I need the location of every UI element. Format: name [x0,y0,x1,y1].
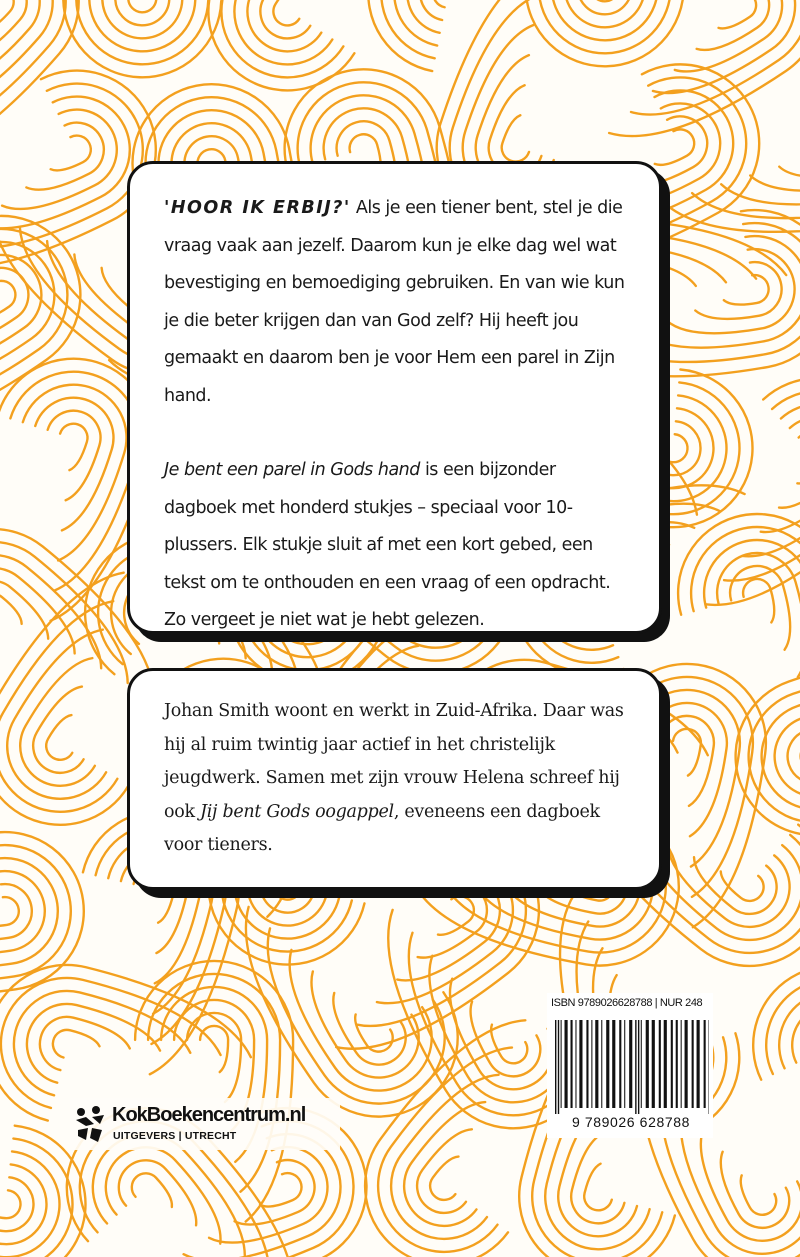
barcode-bar [575,1020,576,1108]
barcode-bar [704,1020,706,1108]
barcode-bar [606,1020,609,1108]
barcode-bar [692,1020,694,1108]
barcode-bars [553,1020,709,1114]
other-book-title: Jij bent Gods oogappel [200,801,394,822]
barcode-bar [579,1020,582,1108]
barcode-bar [676,1020,678,1108]
barcode-bar [619,1020,621,1108]
barcode-bar [638,1020,639,1114]
summary-paragraph-1 [164,190,629,415]
barcode-bar [561,1020,562,1108]
author-card [127,668,662,890]
barcode-bar [629,1020,632,1108]
swirl-motif [61,0,228,80]
author-bio [164,695,629,863]
barcode-bar [671,1020,673,1108]
book-title: Je bent een parel in Gods hand [164,460,420,480]
barcode-bar [595,1020,598,1108]
barcode-digits: 9 789026 628788 [572,1114,690,1130]
barcode-bar [555,1020,556,1114]
barcode-bar [565,1020,568,1108]
publisher-subtitle: UITGEVERS | UTRECHT [113,1130,237,1142]
isbn-line: ISBN 9789026628788 | NUR 248 [551,997,703,1009]
barcode-bar [697,1020,700,1108]
barcode-bar [571,1020,573,1108]
barcode-bar [558,1020,559,1114]
barcode-bar [635,1020,636,1114]
kok-logo-icon [72,1104,108,1146]
barcode-bar [591,1020,592,1108]
publisher-name: KokBoekencentrum.nl [112,1104,306,1126]
barcode-block [547,993,713,1138]
barcode-bar [646,1020,649,1108]
author-bio-text-2: , eveneens een dagboek voor tieners. [164,801,600,855]
barcode-bar [612,1020,615,1108]
swirl-motif [523,0,686,68]
barcode-bar [652,1020,655,1108]
summary-card [127,161,662,634]
author-bio-text-1: Johan Smith woont en werkt in Zuid-Afrika. Daar was hij al ruim twintig jaar actief in het christelijk jeugdwerk. Samen met zijn vrouw Helena schreef hij ook [164,701,624,822]
barcode-bar [664,1020,667,1108]
barcode-bar [685,1020,688,1108]
summary-p2-text: is een bijzonder dagboek met honderd stukjes – speciaal voor 10-plussers. Elk stukje sluit af met een kort gebed, een tekst om te onthouden en een vraag of een opdracht. Zo vergeet je niet wat je hebt gelezen. [164,460,611,630]
barcode-bar [601,1020,602,1108]
swirl-motif [659,495,800,789]
summary-lead: 'HOOR IK ERBIJ?' [164,198,351,218]
barcode-bar [641,1020,642,1108]
summary-paragraph-2 [164,452,629,640]
swirl-motif [0,0,111,191]
barcode-bar [659,1020,661,1108]
publisher-logo [70,1098,340,1150]
barcode-bar [681,1020,682,1108]
barcode-bar [586,1020,588,1108]
summary-p1-text: Als je een tiener bent, stel je die vraag vaak aan jezelf. Daarom kun je elke dag wel wat bevestiging en bemoediging gebruiken. En van wie kun je die beter krijgen dan van God zelf? Hij heeft jou gemaakt en daarom ben je voor Hem een parel in Zijn hand. [164,198,625,406]
barcode-bar [624,1020,625,1108]
